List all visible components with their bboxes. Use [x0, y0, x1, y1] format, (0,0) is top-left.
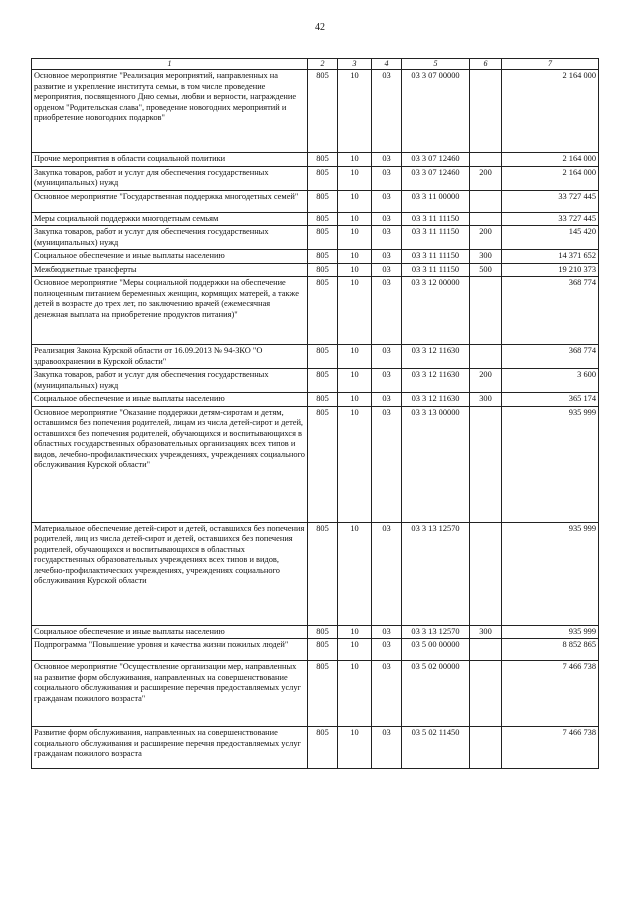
target-article-code: 03 3 12 00000: [402, 277, 470, 345]
table-row: [32, 661, 599, 727]
section-code: 10: [338, 625, 372, 639]
section-code: 10: [338, 212, 372, 226]
section-code: 10: [338, 277, 372, 345]
table-row: [32, 166, 599, 190]
amount: 365 174: [502, 393, 599, 407]
amount: 368 774: [502, 277, 599, 345]
table-row: [32, 277, 599, 345]
table-row: [32, 70, 599, 153]
amount: 7 466 738: [502, 727, 599, 769]
ministry-code: 805: [308, 345, 338, 369]
item-name: Межбюджетные трансферты: [32, 263, 308, 277]
section-code: 10: [338, 369, 372, 393]
ministry-code: 805: [308, 661, 338, 727]
ministry-code: 805: [308, 522, 338, 625]
target-article-code: 03 5 02 11450: [402, 727, 470, 769]
table-row: [32, 345, 599, 369]
ministry-code: 805: [308, 406, 338, 522]
ministry-code: 805: [308, 250, 338, 264]
ministry-code: 805: [308, 369, 338, 393]
item-name: Основное мероприятие "Государственная поддержка многодетных семей": [32, 190, 308, 212]
ministry-code: 805: [308, 625, 338, 639]
item-name: Социальное обеспечение и иные выплаты населению: [32, 625, 308, 639]
table-row: [32, 153, 599, 167]
expense-type-code: [470, 277, 502, 345]
target-article-code: 03 3 13 00000: [402, 406, 470, 522]
target-article-code: 03 5 00 00000: [402, 639, 470, 661]
expense-type-code: [470, 639, 502, 661]
section-code: 10: [338, 153, 372, 167]
item-name: Социальное обеспечение и иные выплаты населению: [32, 393, 308, 407]
target-article-code: 03 3 07 12460: [402, 166, 470, 190]
column-number: 1: [32, 59, 308, 70]
page-number: 42: [315, 22, 325, 33]
expense-type-code: [470, 153, 502, 167]
column-number: 7: [502, 59, 599, 70]
item-name: Подпрограмма "Повышение уровня и качества жизни пожилых людей": [32, 639, 308, 661]
item-name: Основное мероприятие "Осуществление организации мер, направленных на развитие форм обслуживания, направленных на совершенствование социального обслуживания и расширение перечня предоставляемых услуг гражданам пожилого возраста": [32, 661, 308, 727]
section-code: 10: [338, 226, 372, 250]
ministry-code: 805: [308, 639, 338, 661]
subsection-code: 03: [372, 727, 402, 769]
table-row: [32, 212, 599, 226]
target-article-code: 03 3 11 11150: [402, 250, 470, 264]
item-name: Развитие форм обслуживания, направленных на совершенствование социального обслуживания и расширение перечня предоставляемых услуг гражданам пожилого возраста: [32, 727, 308, 769]
amount: 2 164 000: [502, 166, 599, 190]
section-code: 10: [338, 661, 372, 727]
table-row: [32, 406, 599, 522]
expense-type-code: [470, 727, 502, 769]
item-name: Закупка товаров, работ и услуг для обеспечения государственных (муниципальных) нужд: [32, 166, 308, 190]
expense-type-code: 300: [470, 393, 502, 407]
expense-type-code: [470, 212, 502, 226]
target-article-code: 03 3 12 11630: [402, 369, 470, 393]
subsection-code: 03: [372, 226, 402, 250]
target-article-code: 03 5 02 00000: [402, 661, 470, 727]
ministry-code: 805: [308, 212, 338, 226]
amount: 14 371 652: [502, 250, 599, 264]
ministry-code: 805: [308, 70, 338, 153]
ministry-code: 805: [308, 190, 338, 212]
target-article-code: 03 3 12 11630: [402, 345, 470, 369]
ministry-code: 805: [308, 166, 338, 190]
subsection-code: 03: [372, 153, 402, 167]
subsection-code: 03: [372, 625, 402, 639]
expense-type-code: [470, 522, 502, 625]
subsection-code: 03: [372, 522, 402, 625]
target-article-code: 03 3 11 11150: [402, 212, 470, 226]
column-number: 6: [470, 59, 502, 70]
table-row: [32, 263, 599, 277]
section-code: 10: [338, 639, 372, 661]
subsection-code: 03: [372, 393, 402, 407]
column-number: 2: [308, 59, 338, 70]
item-name: Основное мероприятие "Реализация мероприятий, направленных на развитие и укрепление института семьи, в том числе проведение мероприятия, посвященного Дню семьи, любви и верности, награждение орденом "Родительская слава", проведение новогодних мероприятий и приобретение новогодних подарков": [32, 70, 308, 153]
column-number: 4: [372, 59, 402, 70]
amount: 33 727 445: [502, 212, 599, 226]
target-article-code: 03 3 12 11630: [402, 393, 470, 407]
table-row: [32, 250, 599, 264]
target-article-code: 03 3 11 00000: [402, 190, 470, 212]
target-article-code: 03 3 11 11150: [402, 263, 470, 277]
amount: 3 600: [502, 369, 599, 393]
ministry-code: 805: [308, 393, 338, 407]
section-code: 10: [338, 406, 372, 522]
column-number: 3: [338, 59, 372, 70]
subsection-code: 03: [372, 369, 402, 393]
target-article-code: 03 3 07 12460: [402, 153, 470, 167]
ministry-code: 805: [308, 727, 338, 769]
ministry-code: 805: [308, 153, 338, 167]
item-name: Материальное обеспечение детей-сирот и детей, оставшихся без попечения родителей, лиц из числа детей-сирот и детей, оставшихся без попечения родителей, обучающихся и воспитывающихся в областных государственных образовательных учреждениях всех типов и видов, лечебно-профилактических учреждениях, учреждениях социального обслуживания Курской области: [32, 522, 308, 625]
amount: 935 999: [502, 625, 599, 639]
item-name: Социальное обеспечение и иные выплаты населению: [32, 250, 308, 264]
subsection-code: 03: [372, 639, 402, 661]
target-article-code: 03 3 07 00000: [402, 70, 470, 153]
section-code: 10: [338, 727, 372, 769]
expense-type-code: [470, 661, 502, 727]
table-row: [32, 625, 599, 639]
amount: 33 727 445: [502, 190, 599, 212]
section-code: 10: [338, 166, 372, 190]
subsection-code: 03: [372, 166, 402, 190]
subsection-code: 03: [372, 345, 402, 369]
table-row: [32, 190, 599, 212]
amount: 368 774: [502, 345, 599, 369]
item-name: Прочие мероприятия в области социальной политики: [32, 153, 308, 167]
amount: 8 852 865: [502, 639, 599, 661]
amount: 2 164 000: [502, 153, 599, 167]
table-row: [32, 369, 599, 393]
expense-type-code: [470, 406, 502, 522]
expense-type-code: 200: [470, 369, 502, 393]
item-name: Основное мероприятие "Оказание поддержки детям-сиротам и детям, оставшимся без попечения родителей, лицам из числа детей-сирот и детей, оставшихся без попечения родителей, обучающихся и воспитывающихся в областных государственных образовательных организациях всех типов и видов, лечебно-профилактических учреждениях, учреждениях социального обслуживания Курской области": [32, 406, 308, 522]
expense-type-code: 300: [470, 250, 502, 264]
amount: 145 420: [502, 226, 599, 250]
expense-type-code: 500: [470, 263, 502, 277]
item-name: Меры социальной поддержки многодетным семьям: [32, 212, 308, 226]
section-code: 10: [338, 250, 372, 264]
section-code: 10: [338, 345, 372, 369]
subsection-code: 03: [372, 250, 402, 264]
subsection-code: 03: [372, 190, 402, 212]
subsection-code: 03: [372, 277, 402, 345]
expense-type-code: [470, 190, 502, 212]
item-name: Основное мероприятие "Меры социальной поддержки на обеспечение полноценным питанием беременных женщин, кормящих матерей, а также детей в возрасте до трех лет, по заключению врачей (ежемесячная денежная выплата на приобретение продуктов питания)": [32, 277, 308, 345]
subsection-code: 03: [372, 263, 402, 277]
column-number-header: [32, 59, 599, 70]
table-row: [32, 522, 599, 625]
section-code: 10: [338, 70, 372, 153]
target-article-code: 03 3 13 12570: [402, 522, 470, 625]
section-code: 10: [338, 190, 372, 212]
ministry-code: 805: [308, 226, 338, 250]
section-code: 10: [338, 522, 372, 625]
item-name: Закупка товаров, работ и услуг для обеспечения государственных (муниципальных) нужд: [32, 369, 308, 393]
table-row: [32, 393, 599, 407]
table-row: [32, 727, 599, 769]
expense-type-code: 200: [470, 166, 502, 190]
budget-table: [31, 58, 599, 769]
expense-type-code: 300: [470, 625, 502, 639]
column-number: 5: [402, 59, 470, 70]
subsection-code: 03: [372, 661, 402, 727]
table-row: [32, 639, 599, 661]
expense-type-code: [470, 70, 502, 153]
ministry-code: 805: [308, 277, 338, 345]
target-article-code: 03 3 13 12570: [402, 625, 470, 639]
amount: 7 466 738: [502, 661, 599, 727]
ministry-code: 805: [308, 263, 338, 277]
subsection-code: 03: [372, 406, 402, 522]
amount: 935 999: [502, 406, 599, 522]
subsection-code: 03: [372, 212, 402, 226]
item-name: Реализация Закона Курской области от 16.09.2013 № 94-ЗКО "О здравоохранении в Курской области": [32, 345, 308, 369]
section-code: 10: [338, 393, 372, 407]
amount: 2 164 000: [502, 70, 599, 153]
section-code: 10: [338, 263, 372, 277]
amount: 935 999: [502, 522, 599, 625]
expense-type-code: 200: [470, 226, 502, 250]
table-row: [32, 226, 599, 250]
amount: 19 210 373: [502, 263, 599, 277]
target-article-code: 03 3 11 11150: [402, 226, 470, 250]
item-name: Закупка товаров, работ и услуг для обеспечения государственных (муниципальных) нужд: [32, 226, 308, 250]
expense-type-code: [470, 345, 502, 369]
subsection-code: 03: [372, 70, 402, 153]
